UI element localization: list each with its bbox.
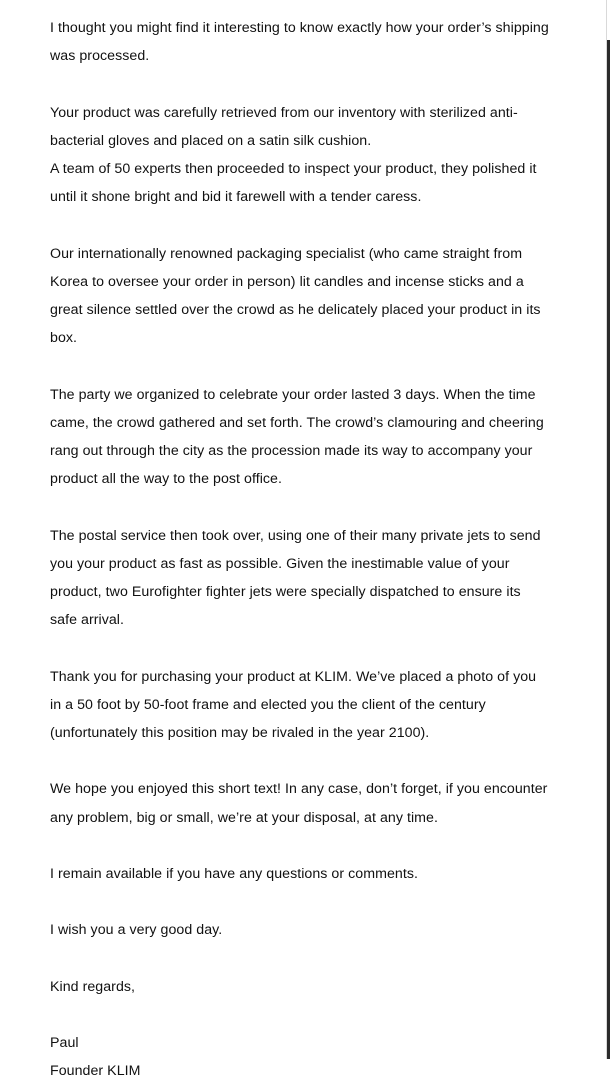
signature-name: Paul <box>50 1035 79 1052</box>
paragraph-inspection: A team of 50 experts then proceeded to inspect your product, they polished it until it shone bright and bid it farewell with a tender caress. <box>50 161 537 206</box>
signature-title: Founder KLIM <box>50 1063 141 1080</box>
paragraph-available: I remain available if you have any questions or comments. <box>50 865 418 882</box>
paragraph-good-day: I wish you a very good day. <box>50 922 223 939</box>
paragraph-thanks: Thank you for purchasing your product at KLIM. We’ve placed a photo of you in a 50 foot by 50-foot frame and elected you the client of the century (unfortunately this position may be rivaled in the year 2100). <box>50 668 537 741</box>
paragraph-retrieval: Your product was carefully retrieved from our inventory with sterilized anti-bacterial gloves and placed on a satin silk cushion. <box>50 104 518 149</box>
closing: Kind regards, <box>50 978 136 995</box>
paragraph-intro: I thought you might find it interesting to know exactly how your order’s shipping was processed. <box>50 20 549 65</box>
signature <box>50 1029 550 1085</box>
paragraph-hope: We hope you enjoyed this short text! In any case, don’t forget, if you encounter any problem, big or small, we’re at your disposal, at any time. <box>50 781 548 826</box>
paragraph-postal: The postal service then took over, using one of their many private jets to send you your product as fast as possible. Given the inestimable value of your product, two Eurofighter fighter jets were specially dispatched to ensure its safe arrival. <box>50 527 541 629</box>
paragraph-packaging: Our internationally renowned packaging specialist (who came straight from Korea to oversee your order in person) lit candles and incense sticks and a great silence settled over the crowd as he delicately placed your product in its box. <box>50 245 541 347</box>
email-body <box>50 14 550 1086</box>
paragraph-party: The party we organized to celebrate your order lasted 3 days. When the time came, the crowd gathered and set forth. The crowd’s clamouring and cheering rang out through the city as the procession made its way to accompany your product all the way to the post office. <box>50 386 544 488</box>
